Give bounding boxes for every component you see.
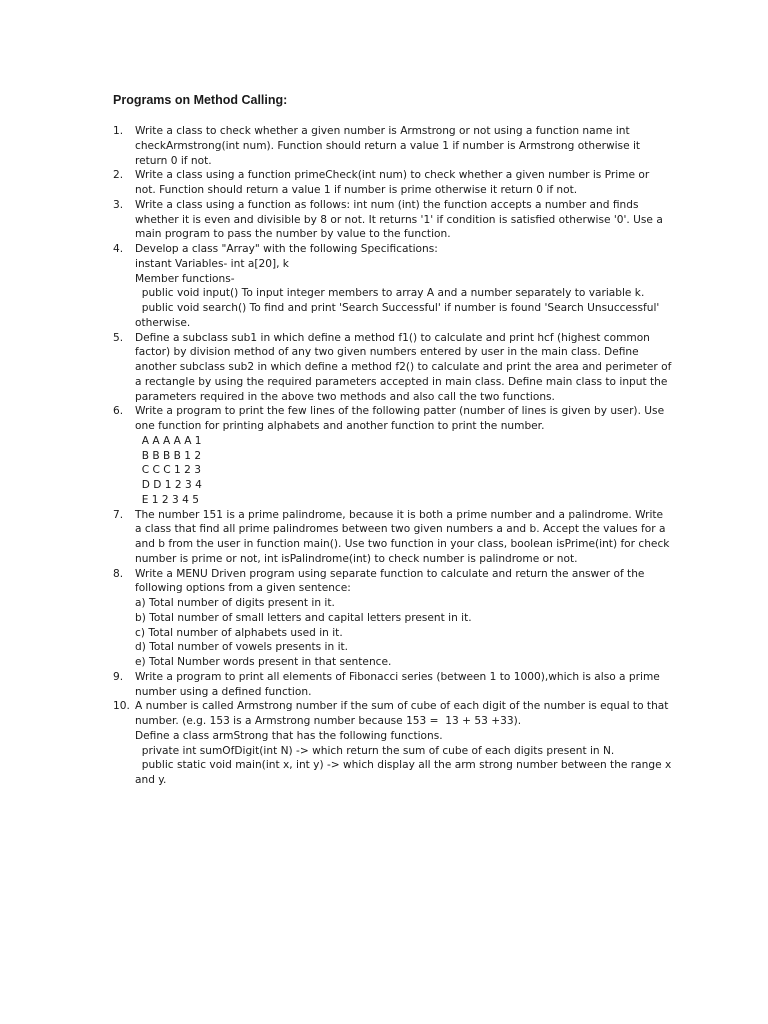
list-item	[0, 198, 680, 242]
item-text-line: otherwise.	[135, 316, 191, 329]
item-text-line: a class that find all prime palindromes between two given numbers a and b. Accept the values for a	[135, 523, 666, 536]
item-text-line: and b from the user in function main(). Use two function in your class, boolean isPrime(int) for check	[135, 538, 670, 550]
item-number: 5.	[113, 331, 124, 344]
item-number: 1.	[113, 125, 124, 137]
item-text-line: following options from a given sentence:	[135, 582, 351, 595]
program-list	[0, 124, 768, 788]
item-text-line: A number is called Armstrong number if the sum of cube of each digit of the number is equal to that	[135, 700, 669, 713]
item-text-line: instant Variables- int a[20], k	[135, 257, 289, 270]
list-item	[0, 331, 680, 405]
item-number: 9.	[113, 670, 124, 683]
item-text-line: e) Total Number words present in that sentence.	[135, 656, 392, 668]
item-text-line: number using a defined function.	[135, 685, 312, 698]
item-text-line: The number 151 is a prime palindrome, because it is both a prime number and a palindrome. Write	[135, 508, 664, 521]
list-item	[0, 508, 680, 567]
item-text-line: Write a program to print all elements of Fibonacci series (between 1 to 1000),which is also a prime	[135, 670, 660, 683]
item-text-line: a rectangle by using the required parameters accepted in main class. Define main class to input the	[135, 375, 668, 388]
item-text-line: A A A A A 1	[135, 434, 202, 447]
item-text-line: number is prime or not, int isPalindrome(int) to check number is palindrome or not.	[135, 552, 578, 565]
item-text-line: number. (e.g. 153 is a Armstrong number because 153 = 13 + 53 +33).	[135, 715, 522, 727]
item-text-line: D D 1 2 3 4	[135, 479, 202, 491]
item-text-line: Define a subclass sub1 in which define a method f1() to calculate and print hcf (highest common	[135, 331, 650, 344]
item-text-line: Write a class using a function primeCheck(int num) to check whether a given number is Prime or	[135, 169, 650, 182]
item-text-line: factor) by division method of any two given numbers entered by user in the main class. Define	[135, 346, 639, 359]
item-text-line: Write a MENU Driven program using separate function to calculate and return the answer of the	[135, 567, 645, 580]
item-text-line: a) Total number of digits present in it.	[135, 597, 335, 609]
list-item	[0, 404, 680, 507]
item-text-line: public void input() To input integer members to array A and a number separately to variable k.	[135, 287, 645, 300]
item-text-line: whether it is even and divisible by 8 or not. It returns '1' if condition is satisfied otherwise '0'. Use a	[135, 213, 663, 226]
list-item	[0, 242, 680, 331]
item-text-line: Define a class armStrong that has the following functions.	[135, 729, 443, 742]
item-text-line: E 1 2 3 4 5	[135, 493, 199, 506]
list-item	[0, 670, 680, 700]
item-number: 3.	[113, 198, 124, 211]
item-text-line: public static void main(int x, int y) -> which display all the arm strong number between the range x	[135, 759, 672, 772]
item-number: 2.	[113, 169, 124, 182]
item-number: 7.	[113, 508, 124, 521]
page-title: Programs on Method Calling:	[113, 93, 288, 107]
item-text-line: Write a class using a function as follows: int num (int) the function accepts a number and finds	[135, 198, 639, 211]
list-item	[0, 168, 680, 198]
item-text-line: parameters required in the above two methods and also call the two functions.	[135, 390, 555, 403]
item-number: 10.	[113, 700, 130, 713]
item-text-line: return 0 if not.	[135, 154, 212, 167]
list-item	[0, 699, 680, 788]
list-item	[0, 124, 680, 168]
item-text-line: Member functions-	[135, 272, 235, 285]
item-text-line: C C C 1 2 3	[135, 464, 201, 477]
item-text-line: Write a class to check whether a given number is Armstrong or not using a function name int	[135, 125, 630, 137]
item-text-line: b) Total number of small letters and capital letters present in it.	[135, 611, 472, 624]
item-text-line: and y.	[135, 774, 167, 786]
list-item	[0, 567, 680, 670]
item-text-line: B B B B 1 2	[135, 449, 202, 462]
item-text-line: c) Total number of alphabets used in it.	[135, 626, 343, 639]
item-text-line: another subclass sub2 in which define a method f2() to calculate and print the area and perimeter of	[135, 361, 672, 373]
item-text-line: public void search() To find and print 'Search Successful' if number is found 'Search Unsuccessful'	[135, 302, 660, 314]
item-text-line: checkArmstrong(int num). Function should return a value 1 if number is Armstrong otherwise it	[135, 139, 641, 152]
item-number: 6.	[113, 405, 124, 418]
item-text-line: one function for printing alphabets and another function to print the number.	[135, 420, 545, 432]
item-number: 8.	[113, 567, 124, 580]
item-text-line: Write a program to print the few lines of the following patter (number of lines is given by user). Use	[135, 405, 665, 418]
item-text-line: private int sumOfDigit(int N) -> which return the sum of cube of each digits present in N.	[135, 744, 615, 757]
item-text-line: Develop a class "Array" with the following Specifications:	[135, 243, 438, 255]
item-text-line: main program to pass the number by value to the function.	[135, 228, 451, 241]
item-text-line: not. Function should return a value 1 if number is prime otherwise it return 0 if not.	[135, 184, 578, 196]
item-number: 4.	[113, 243, 124, 255]
item-text-line: d) Total number of vowels presents in it.	[135, 641, 349, 654]
